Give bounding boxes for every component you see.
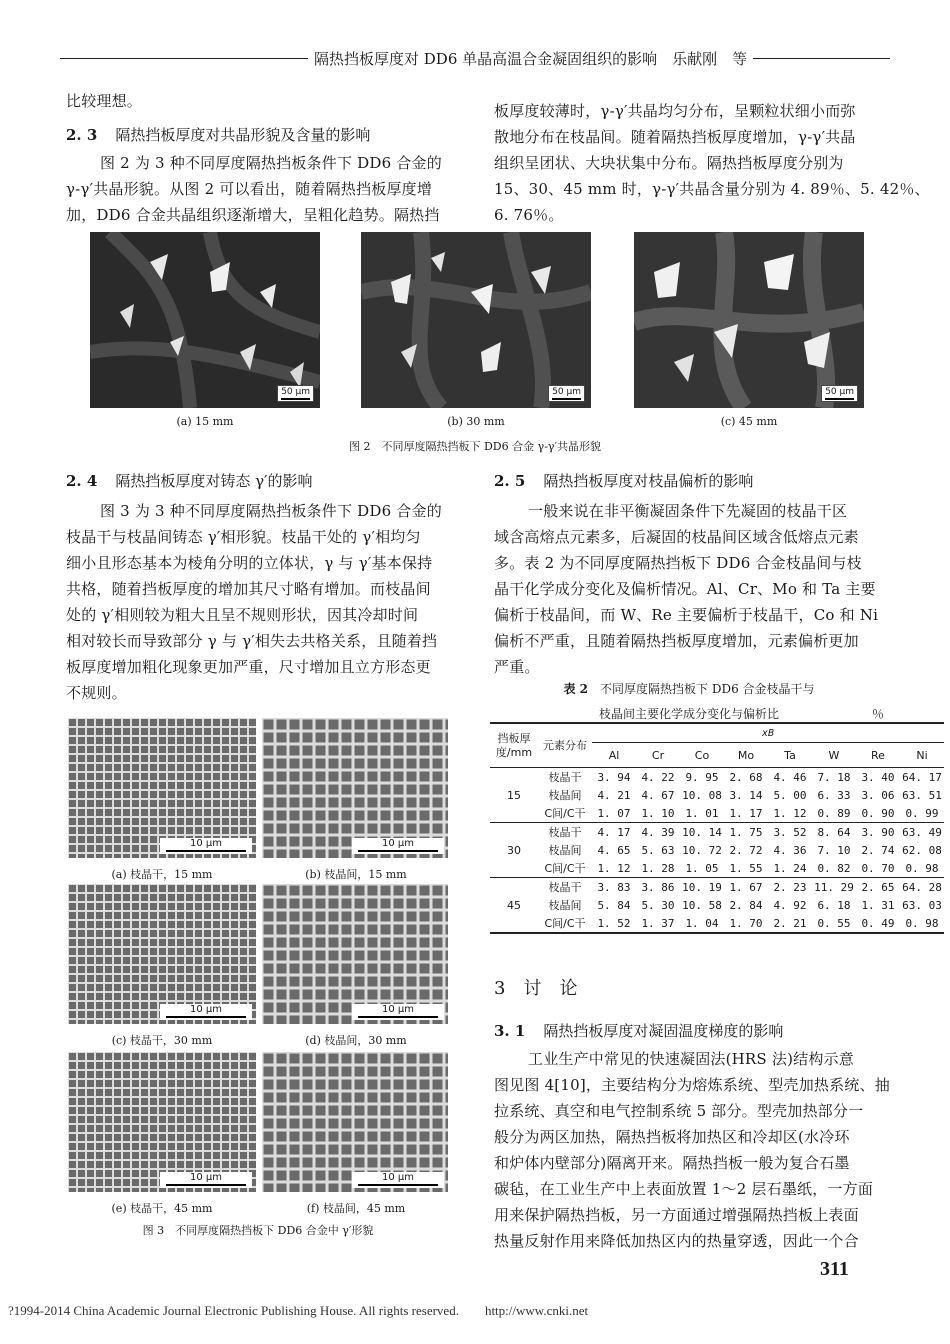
col-header: Re <box>856 743 900 768</box>
table-cell: 7. 10 <box>817 843 851 857</box>
fig3e-caption: (e) 枝晶干，45 mm <box>111 1202 213 1215</box>
section-number: 2. 3 <box>66 126 98 144</box>
fig3a-caption: (a) 枝晶干，15 mm <box>111 868 213 881</box>
section-title: 隔热挡板厚度对铸态 γ′的影响 <box>115 472 313 490</box>
paragraph-line: 图 3 为 3 种不同厚度隔热挡板条件下 DD6 合金的 <box>100 502 442 520</box>
table-cell: 0. 98 <box>900 914 944 933</box>
table-cell: 3. 83 <box>597 880 631 894</box>
paragraph-line: 碳毡，在工业生产中上表面放置 1～2 层石墨纸，一方面 <box>494 1180 874 1198</box>
table-cell: 2. 65 <box>861 880 895 894</box>
paragraph-line: 偏析于枝晶间，而 W、Re 主要偏析于枝晶干，Co 和 Ni <box>494 606 879 624</box>
scale-bar: 10 μm <box>352 838 444 854</box>
scale-bar: 10 μm <box>352 1004 444 1020</box>
table-title-line: 不同厚度隔热挡板下 DD6 合金枝晶干与 <box>600 682 815 696</box>
table-cell: 3. 86 <box>641 880 675 894</box>
table-cell: 1. 05 <box>680 859 724 878</box>
table-cell: 4. 36 <box>773 843 807 857</box>
table-cell: 4. 92 <box>773 898 807 912</box>
scale-bar: 50 μm <box>548 385 585 402</box>
table-cell: 1. 37 <box>636 914 680 933</box>
thickness-cell: 15 <box>490 768 538 823</box>
table-cell: 11. 29 <box>814 880 854 894</box>
table-cell: 62. 08 <box>902 843 942 857</box>
table-cell: 10. 14 <box>682 825 722 839</box>
scale-bar: 10 μm <box>352 1172 444 1188</box>
paragraph-line: 图 2 为 3 种不同厚度隔热挡板条件下 DD6 合金的 <box>100 154 442 172</box>
table-cell: 2. 68 <box>729 770 763 784</box>
table-unit: ％ <box>871 707 884 721</box>
table-cell: 5. 84 <box>597 898 631 912</box>
thickness-cell: 30 <box>490 823 538 878</box>
paragraph-line: 严重。 <box>494 658 540 676</box>
table-cell: 1. 12 <box>768 804 812 823</box>
paragraph-line: 拉系统、真空和电气控制系统 5 部分。型壳加热部分一 <box>494 1102 864 1120</box>
row-label: C间/C干 <box>538 804 592 823</box>
micrograph-fig3b <box>262 718 448 858</box>
col-header: Co <box>680 743 724 768</box>
table-cell: 1. 24 <box>768 859 812 878</box>
table-cell: 3. 06 <box>861 788 895 802</box>
table2 <box>490 722 944 934</box>
table-cell: 3. 14 <box>729 788 763 802</box>
table2-title <box>494 680 884 722</box>
table-row <box>490 786 944 804</box>
table-title-line: 枝晶间主要化学成分变化与偏析比 <box>598 707 779 721</box>
row-label: C间/C干 <box>538 914 592 933</box>
paragraph-line: 板厚度较薄时，γ-γ′共晶均匀分布，呈颗粒状细小而弥 <box>494 102 856 120</box>
paragraph-line: 域含高熔点元素多，后凝固的枝晶间区域含低熔点元素 <box>494 528 859 546</box>
table-row <box>490 859 944 878</box>
paragraph-line: 组织呈团状、大块状集中分布。隔热挡板厚度分别为 <box>494 154 844 172</box>
table-cell: 1. 07 <box>592 804 636 823</box>
col-header: Ta <box>768 743 812 768</box>
section-title: 隔热挡板厚度对枝晶偏析的影响 <box>543 472 754 490</box>
table-cell: 2. 23 <box>773 880 807 894</box>
table-cell: 0. 89 <box>812 804 856 823</box>
table-row <box>490 896 944 914</box>
micrograph-fig3a <box>68 718 256 858</box>
table-row <box>490 878 944 897</box>
table-cell: 4. 67 <box>641 788 675 802</box>
table-cell: 0. 99 <box>900 804 944 823</box>
table-cell: 63. 51 <box>902 788 942 802</box>
table-cell: 4. 22 <box>641 770 675 784</box>
scale-bar: 10 μm <box>160 838 252 854</box>
paragraph-line: 般分为两区加热，隔热挡板将加热区和冷却区(水冷环 <box>494 1128 850 1146</box>
paragraph-line: 板厚度增加粗化现象更加严重，尺寸增加且立方形态更 <box>66 658 431 676</box>
paragraph-end: 比较理想。 <box>66 92 143 110</box>
running-title: 隔热挡板厚度对 DD6 单晶高温合金凝固组织的影响 乐献刚 等 <box>308 48 753 69</box>
table-cell: 5. 00 <box>773 788 807 802</box>
section-2-5-heading <box>494 470 753 491</box>
table-cell: 0. 55 <box>812 914 856 933</box>
table-cell: 1. 01 <box>680 804 724 823</box>
col-header: Al <box>592 743 636 768</box>
paragraph-line: γ-γ′共晶形貌。从图 2 可以看出，随着隔热挡板厚度增 <box>66 180 433 198</box>
section-2-4-heading <box>66 470 312 491</box>
micrograph-fig2a <box>90 232 320 408</box>
paragraph-line: 工业生产中常见的快速凝固法(HRS 法)结构示意 <box>528 1050 854 1068</box>
table-row <box>490 841 944 859</box>
table-cell: 1. 67 <box>729 880 763 894</box>
paragraph-line: 一般来说在非平衡凝固条件下先凝固的枝晶干区 <box>528 502 848 520</box>
table-cell: 1. 12 <box>592 859 636 878</box>
paragraph-line: 不规则。 <box>66 684 127 702</box>
paragraph-line: 散地分布在枝晶间。随着隔热挡板厚度增加，γ-γ′共晶 <box>494 128 856 146</box>
table-cell: 0. 90 <box>856 804 900 823</box>
paragraph-line: 多。表 2 为不同厚度隔热挡板下 DD6 合金枝晶间与枝 <box>494 554 862 572</box>
table-cell: 1. 55 <box>724 859 768 878</box>
table-cell: 0. 49 <box>856 914 900 933</box>
fig2-title: 图 2 不同厚度隔热挡板下 DD6 合金 γ-γ′共晶形貌 <box>349 440 601 453</box>
col-header: W <box>812 743 856 768</box>
paragraph-line: 处的 γ′相则较为粗大且呈不规则形状，因其冷却时间 <box>66 606 419 624</box>
fig3b-caption: (b) 枝晶间，15 mm <box>305 868 407 881</box>
table-number: 表 2 <box>563 682 588 696</box>
fig2b-caption: (b) 30 mm <box>447 415 505 428</box>
table-cell: 1. 52 <box>592 914 636 933</box>
paragraph-line: 图见图 4[10]，主要结构分为熔炼系统、型壳加热系统、抽 <box>494 1076 890 1094</box>
fig2c-caption: (c) 45 mm <box>720 415 778 428</box>
table-cell: 9. 95 <box>685 770 719 784</box>
table-cell: 63. 49 <box>902 825 942 839</box>
row-label: 枝晶间 <box>548 789 582 802</box>
paragraph-line: 15、30、45 mm 时，γ-γ′共晶含量分别为 4. 89％、5. 42％、 <box>494 180 930 198</box>
section-2-3-heading <box>66 124 370 145</box>
table-cell: 1. 28 <box>636 859 680 878</box>
table-cell: 3. 94 <box>597 770 631 784</box>
row-label: 枝晶干 <box>548 881 582 894</box>
section-number: 2. 4 <box>66 472 98 490</box>
scale-bar: 50 μm <box>821 385 858 402</box>
row-label: 枝晶间 <box>548 844 582 857</box>
table-cell: 2. 74 <box>861 843 895 857</box>
row-label: 枝晶干 <box>548 771 582 784</box>
table-cell: 4. 39 <box>641 825 675 839</box>
row-label: 枝晶间 <box>548 899 582 912</box>
table-cell: 7. 18 <box>817 770 851 784</box>
row-label: 枝晶干 <box>548 826 582 839</box>
table-cell: 1. 75 <box>729 825 763 839</box>
paragraph-line: 晶干化学成分变化及偏析情况。Al、Cr、Mo 和 Ta 主要 <box>494 580 876 598</box>
fig2a-caption: (a) 15 mm <box>176 415 234 428</box>
table-cell: 64. 17 <box>902 770 942 784</box>
table-cell: 3. 52 <box>773 825 807 839</box>
micrograph-fig2b <box>361 232 591 408</box>
paragraph-line: 加，DD6 合金共晶组织逐渐增大，呈粗化趋势。隔热挡 <box>66 206 440 224</box>
table-cell: 2. 21 <box>768 914 812 933</box>
table-cell: 1. 10 <box>636 804 680 823</box>
section-title: 隔热挡板厚度对共晶形貌及含量的影响 <box>115 126 371 144</box>
table-cell: 4. 17 <box>597 825 631 839</box>
section-number: 3. 1 <box>494 1022 526 1040</box>
micrograph-fig3c <box>68 884 256 1024</box>
col-header: Ni <box>900 743 944 768</box>
table-cell: 0. 98 <box>900 859 944 878</box>
table-row <box>490 823 944 842</box>
table-cell: 1. 17 <box>724 804 768 823</box>
table-cell: 63. 03 <box>902 898 942 912</box>
section-number: 3 <box>494 978 506 999</box>
section-title: 隔热挡板厚度对凝固温度梯度的影响 <box>543 1022 784 1040</box>
table-cell: 1. 31 <box>861 898 895 912</box>
fig3c-caption: (c) 枝晶干，30 mm <box>111 1034 213 1047</box>
table-cell: 5. 30 <box>641 898 675 912</box>
table-cell: 4. 65 <box>597 843 631 857</box>
fig3d-caption: (d) 枝晶间，30 mm <box>305 1034 407 1047</box>
fig3f-caption: (f) 枝晶间，45 mm <box>306 1202 406 1215</box>
paragraph-line: 偏析不严重，且随着隔热挡板厚度增加，元素偏析更加 <box>494 632 859 650</box>
table-row <box>490 804 944 823</box>
paragraph-line: 枝晶干与枝晶间铸态 γ′相形貌。枝晶干处的 γ′相均匀 <box>66 528 421 546</box>
header-xB: xB <box>592 723 944 743</box>
table-cell: 2. 84 <box>729 898 763 912</box>
section-number: 2. 5 <box>494 472 526 490</box>
row-label: C间/C干 <box>538 859 592 878</box>
micrograph-fig3e <box>68 1052 256 1192</box>
paragraph-line: 热量反射作用来降低加热区内的热量穿透，因此一个合 <box>494 1232 859 1250</box>
table-row <box>490 914 944 933</box>
table-cell: 2. 72 <box>729 843 763 857</box>
table-cell: 0. 70 <box>856 859 900 878</box>
section-3-1-heading <box>494 1020 783 1041</box>
footer-copyright: ?1994-2014 China Academic Journal Electronic Publishing House. All rights reserved. http://www.cnki.net <box>8 1303 589 1318</box>
running-header <box>60 48 890 70</box>
table-row <box>490 768 944 787</box>
page-number: 311 <box>820 1258 849 1280</box>
paragraph-line: 共格，随着挡板厚度的增加其尺寸略有增加。而枝晶间 <box>66 580 431 598</box>
table-cell: 0. 82 <box>812 859 856 878</box>
header-thickness: 挡板厚度/mm <box>490 723 538 768</box>
table-cell: 8. 64 <box>817 825 851 839</box>
micrograph-fig2c <box>634 232 864 408</box>
paragraph-line: 相对较长而导致部分 γ 与 γ′相失去共格关系，且随着挡 <box>66 632 438 650</box>
scale-bar: 10 μm <box>160 1172 252 1188</box>
table-cell: 3. 90 <box>861 825 895 839</box>
table-cell: 64. 28 <box>902 880 942 894</box>
scale-bar: 50 μm <box>277 385 314 402</box>
table-cell: 10. 08 <box>682 788 722 802</box>
table-cell: 6. 18 <box>817 898 851 912</box>
table-cell: 10. 72 <box>682 843 722 857</box>
table-header-row <box>490 723 944 743</box>
table-cell: 10. 19 <box>682 880 722 894</box>
section-3-heading <box>494 974 577 1000</box>
paragraph-line: 细小且形态基本为棱角分明的立体状，γ 与 γ′基本保持 <box>66 554 433 572</box>
scale-bar: 10 μm <box>160 1004 252 1020</box>
micrograph-fig3f <box>262 1052 448 1192</box>
table-cell: 3. 40 <box>861 770 895 784</box>
paragraph-line: 和炉体内壁部分)隔离开来。隔热挡板一般为复合石墨 <box>494 1154 850 1172</box>
table-cell: 5. 63 <box>641 843 675 857</box>
fig3-title: 图 3 不同厚度隔热挡板下 DD6 合金中 γ′形貌 <box>142 1224 374 1237</box>
table-cell: 10. 58 <box>682 898 722 912</box>
paragraph-line: 用来保护隔热挡板，另一方面通过增强隔热挡板上表面 <box>494 1206 859 1224</box>
table-cell: 6. 33 <box>817 788 851 802</box>
paragraph-line: 6. 76％。 <box>494 206 564 224</box>
table-cell: 4. 46 <box>773 770 807 784</box>
col-header: Cr <box>636 743 680 768</box>
thickness-cell: 45 <box>490 878 538 934</box>
table-cell: 1. 04 <box>680 914 724 933</box>
micrograph-fig3d <box>262 884 448 1024</box>
header-element: 元素分布 <box>538 723 592 768</box>
col-header: Mo <box>724 743 768 768</box>
table-cell: 4. 21 <box>597 788 631 802</box>
section-title: 讨 论 <box>523 978 578 999</box>
table-cell: 1. 70 <box>724 914 768 933</box>
